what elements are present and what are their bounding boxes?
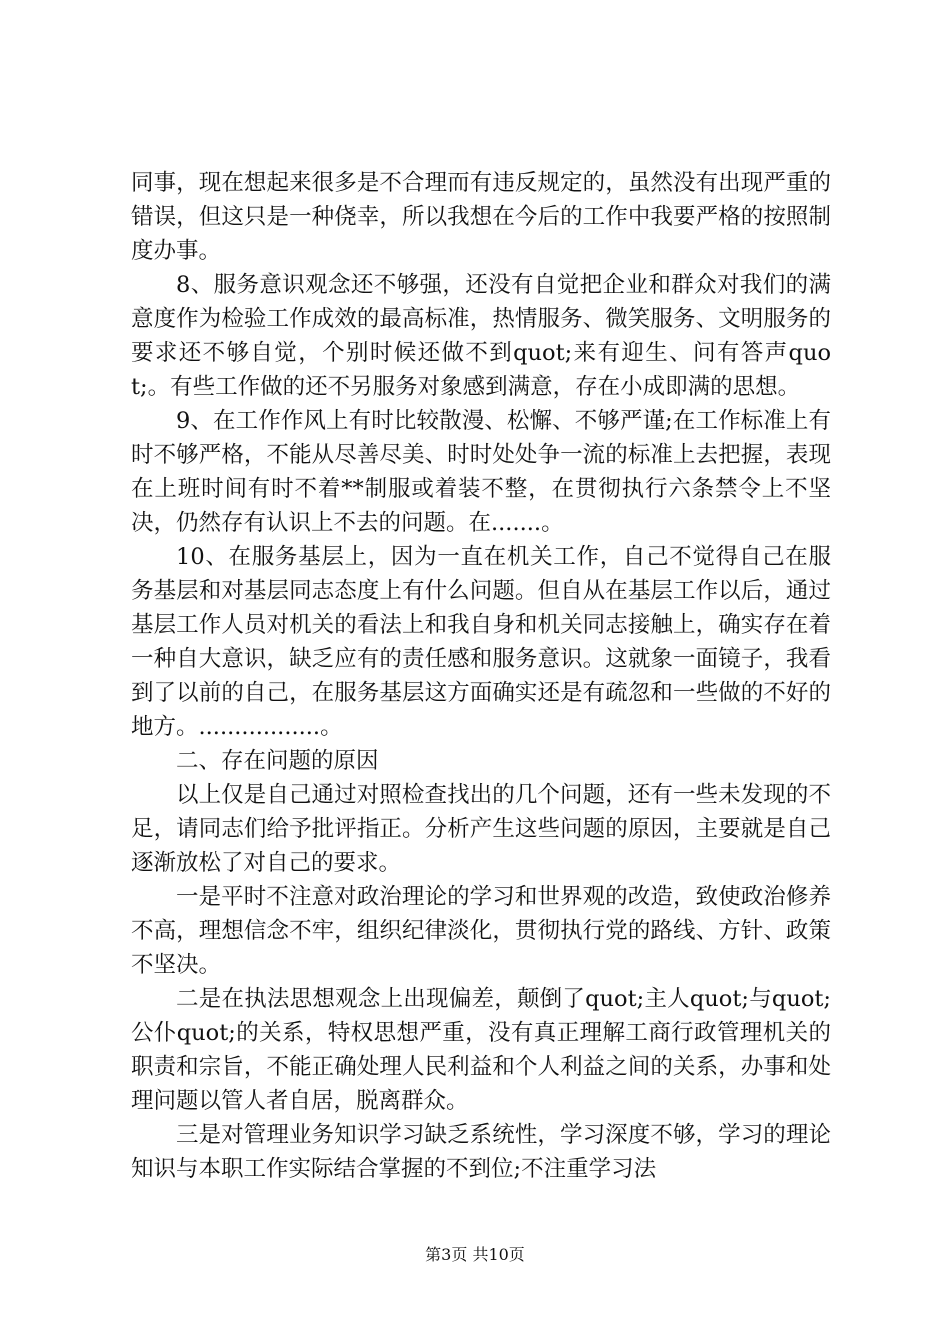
- paragraph-1: 同事，现在想起来很多是不合理而有违反规定的，虽然没有出现严重的错误，但这只是一种侥幸，所以我想在今后的工作中我要严格的按照制度办事。: [131, 170, 831, 264]
- paragraph-3: 9、在工作作风上有时比较散漫、松懈、不够严谨;在工作标准上有时不够严格，不能从尽善尽美、时时处处争一流的标准上去把握，表现在上班时间有时不着**制服或着装不整，在贯彻执行六条禁令上不坚决，仍然存有认识上不去的问题。在.......。: [131, 408, 831, 536]
- paragraph-5: 以上仅是自己通过对照检查找出的几个问题，还有一些未发现的不足，请同志们给予批评指正。分析产生这些问题的原因，主要就是自己逐渐放松了对自己的要求。: [131, 782, 831, 876]
- paragraph-8: 三是对管理业务知识学习缺乏系统性，学习深度不够，学习的理论知识与本职工作实际结合掌握的不到位;不注重学习法: [131, 1122, 831, 1182]
- paragraph-6: 一是平时不注意对政治理论的学习和世界观的改造，致使政治修养不高，理想信念不牢，组织纪律淡化，贯彻执行党的路线、方针、政策不坚决。: [131, 884, 831, 978]
- paragraph-2: 8、服务意识观念还不够强，还没有自觉把企业和群众对我们的满意度作为检验工作成效的最高标准，热情服务、微笑服务、文明服务的要求还不够自觉，个别时候还做不到quot;来有迎生、问有答声quot;。有些工作做的还不另服务对象感到满意，存在小成即满的思想。: [131, 272, 831, 400]
- paragraph-7: 二是在执法思想观念上出现偏差，颠倒了quot;主人quot;与quot;公仆quot;的关系，特权思想严重，没有真正理解工商行政管理机关的职责和宗旨，不能正确处理人民利益和个人利益之间的关系，办事和处理问题以管人者自居，脱离群众。: [131, 986, 831, 1114]
- document-body: [131, 166, 831, 1186]
- section-heading: 二、存在问题的原因: [176, 748, 379, 774]
- page-footer: 第3页 共10页: [425, 1245, 525, 1264]
- paragraph-4: 10、在服务基层上，因为一直在机关工作，自己不觉得自己在服务基层和对基层同志态度上有什么问题。但自从在基层工作以后，通过基层工作人员对机关的看法上和我自身和机关同志接触上，确实存在着一种自大意识，缺乏应有的责任感和服务意识。这就象一面镜子，我看到了以前的自己，在服务基层这方面确实还是有疏忽和一些做的不好的地方。.................。: [131, 544, 831, 740]
